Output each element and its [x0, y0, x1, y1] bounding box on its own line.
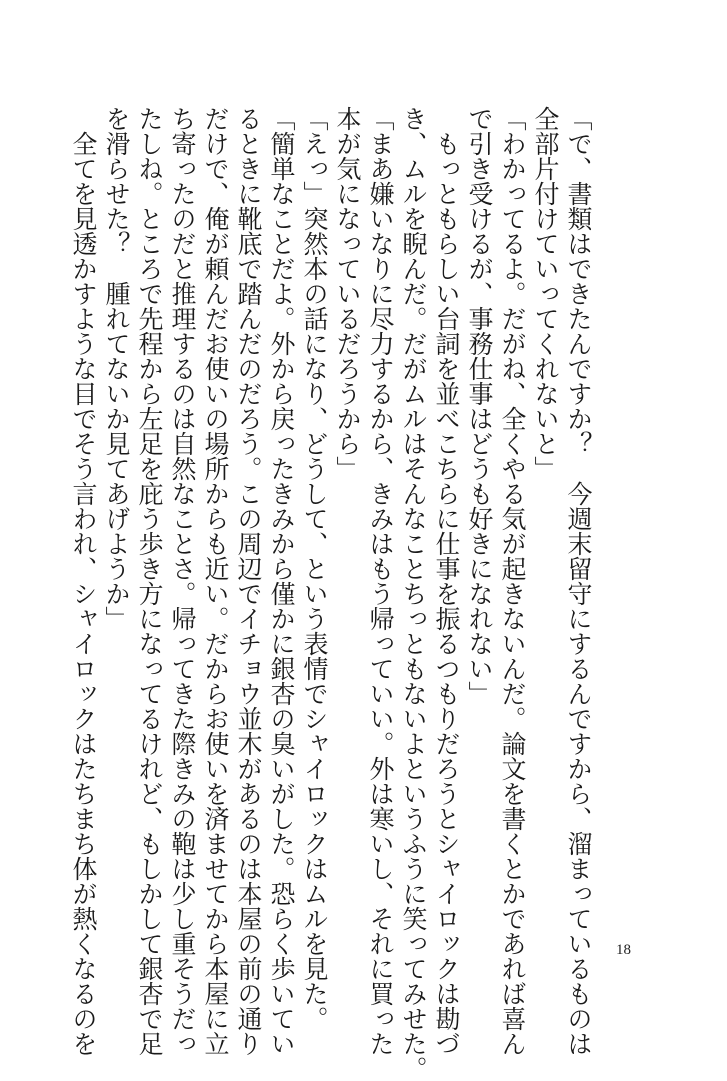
- text-column: き、ムルを睨んだ。だがムルはそんなことちっともないよというふうに笑ってみせた。: [399, 106, 428, 1081]
- text-column: を滑らせた？ 腫れてないか見てあげようか」: [102, 106, 131, 631]
- text-column: 全てを見透かすような目でそう言われ、シャイロックはたちまち体が熱くなるのを: [69, 106, 98, 1056]
- text-column: 「まあ嫌いなりに尽力するから、きみはもう帰っていい。外は寒いし、それに買った: [366, 106, 395, 1056]
- text-column: 「簡単なことだよ。外から戻ったきみから僅かに銀杏の臭いがした。恐らく歩いてい: [267, 106, 296, 1056]
- text-column: 「えっ」突然本の話になり、どうして、という表情でシャイロックはムルを見た。: [300, 106, 329, 1031]
- text-column: るときに靴底で踏んだのだろう。この周辺でイチョウ並木があるのは本屋の前の通り: [234, 106, 263, 1056]
- text-column: 「わかってるよ。だがね、全くやる気が起きないんだ。論文を書くとかであれば喜ん: [498, 106, 527, 1056]
- text-column: だけで、俺が頼んだお使いの場所からも近い。だからお使いを済ませてから本屋に立: [201, 106, 230, 1056]
- text-column: もっともらしい台詞を並べこちらに仕事を振るつもりだろうとシャイロックは勘づ: [432, 106, 461, 1056]
- text-column: ち寄ったのだと推理するのは自然なことさ。帰ってきた際きみの鞄は少し重そうだっ: [168, 106, 197, 1056]
- page-number: 18: [616, 942, 631, 958]
- text-column: たしね。ところで先程から左足を庇う歩き方になってるけれど、もしかして銀杏で足: [135, 106, 164, 1056]
- text-column: 「で、書類はできたんですか？ 今週末留守にするんですから、溜まっているものは: [564, 106, 593, 1056]
- vertical-text-body: [67, 106, 595, 1081]
- text-column: 本が気になっているだろうから」: [333, 106, 362, 481]
- text-column: で引き受けるが、事務仕事はどうも好きになれない」: [465, 106, 494, 706]
- text-column: 全部片付けていってくれないと」: [531, 106, 560, 481]
